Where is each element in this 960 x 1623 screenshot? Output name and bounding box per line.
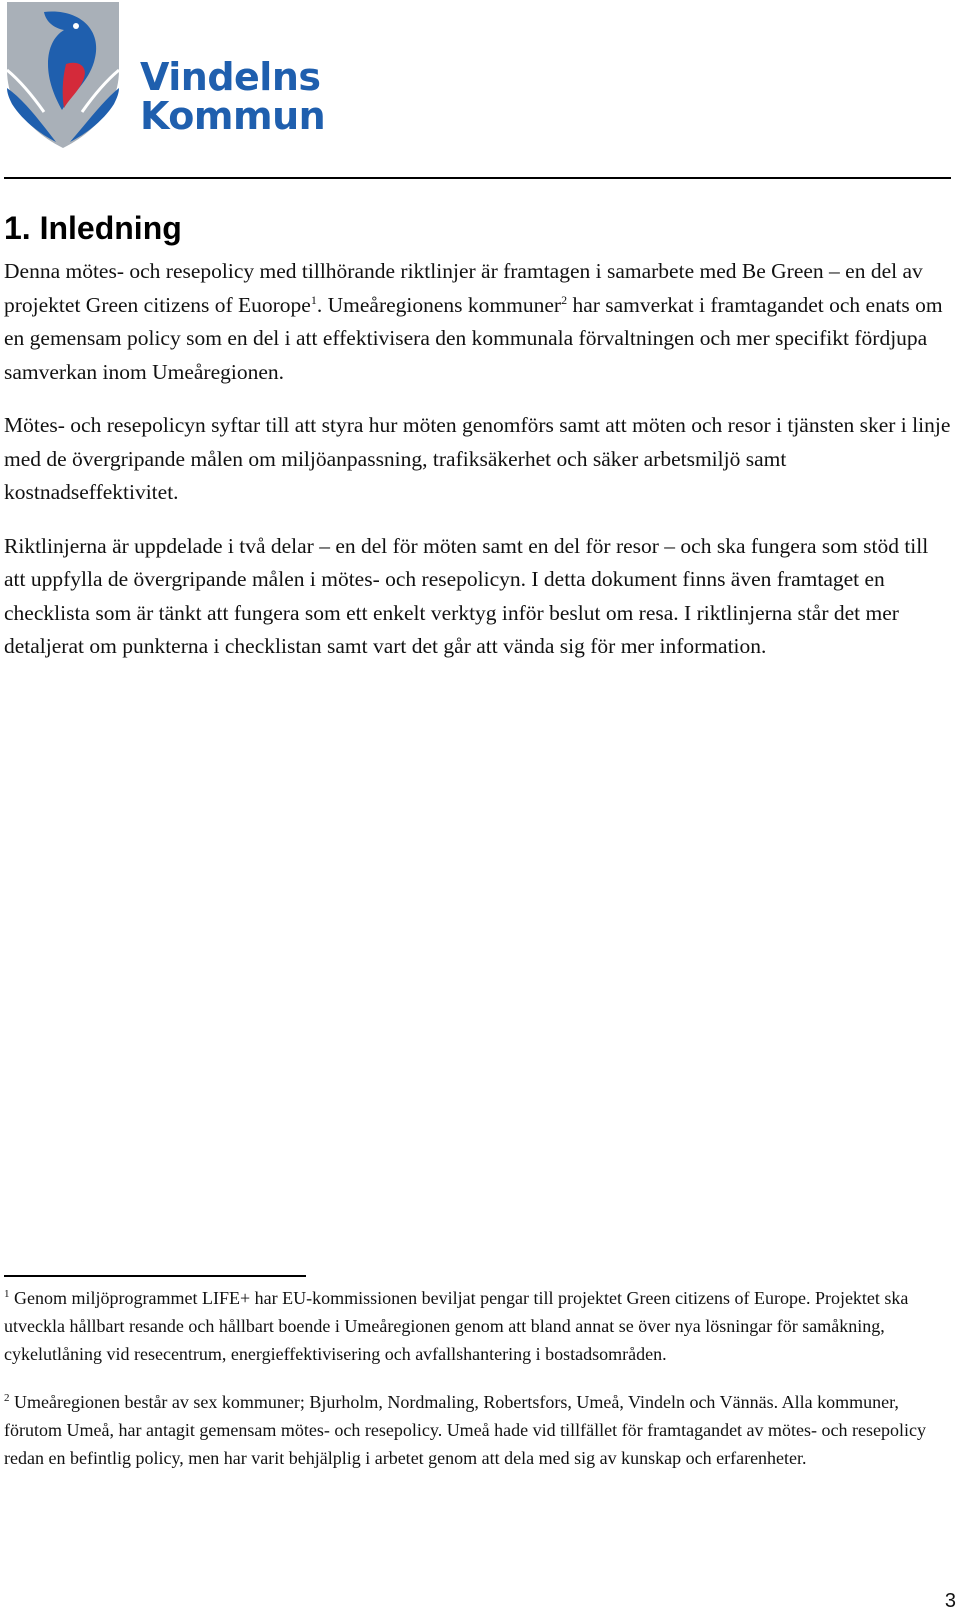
fish-shield-emblem-icon [4,0,124,150]
footnote-1 [4,1284,954,1368]
logo-wordmark [140,55,326,138]
paragraph-2: Mötes- och resepolicyn syftar till att styra hur möten genomförs samt att möten och resor i tjänsten sker i linje med de övergripande målen om miljöanpassning, trafiksäkerhet och säker arbetsmiljö samt kostnadseffektivitet. [4,413,951,504]
footnote-2 [4,1388,954,1472]
logo-line-2: Kommun [140,94,326,138]
section-heading: 1. Inledning [4,210,182,246]
page-number: 3 [944,1590,956,1612]
body-text [4,255,954,684]
paragraph-1 [4,255,954,389]
header-divider [4,177,951,179]
footnote-2-number: 2 [4,1392,10,1404]
paragraph-3: Riktlinjerna är uppdelade i två delar – en del för möten samt en del för resor – och ska fungera som stöd till att uppfylla de övergripande målen i mötes- och resepolicyn. I detta dokument finns även framtaget en checklista som är tänkt att fungera som ett enkelt verktyg inför beslut om resa. I riktlinjerna står det mer detaljerat om punkterna i checklistan samt vart det går att vända sig för mer information. [4,533,929,658]
paragraph-1-part-2: . Umeåregionens kommuner [316,292,562,317]
vindelns-kommun-logo [4,0,324,150]
footnote-2-text: Umeåregionen består av sex kommuner; Bjurholm, Nordmaling, Robertsfors, Umeå, Vindeln och Vännäs. Alla kommuner, förutom Umeå, har antagit gemensam mötes- och resepolicy. Umeå hade vid tillfället för framtagandet av mötes- och resepolicy redan en befintlig policy, men har varit behjälplig i arbetet genom att dela med sig av kunskap och erfarenheter. [4,1392,926,1468]
paragraph-1-part-1: Denna mötes- och resepolicy med tillhörande riktlinjer är framtagen i samarbete med Be Green – en del av projektet Green citizens of Euorope [4,259,923,317]
footnote-1-number: 1 [4,1288,10,1300]
footnote-ref-2: 2 [561,292,568,307]
footnote-1-text: Genom miljöprogrammet LIFE+ har EU-kommissionen beviljat pengar till projektet Green citizens of Europe. Projektet ska utveckla hållbart resande och hållbart boende i Umeåregionen genom att bland annat se över nya lösningar för samåkning, cykelutlåning vid resecentrum, energieffektivisering och avfallshantering i bostadsområden. [4,1288,909,1364]
footnote-ref-1: 1 [310,292,317,307]
logo-line-1: Vindelns [140,55,321,99]
footnote-divider [4,1275,306,1277]
footnotes [4,1284,954,1492]
paragraph-1-part-3: har samverkat i framtagandet och enats om en gemensam policy som en del i att effektivisera den kommunala förvaltningen och mer specifikt fördjupa samverkan inom Umeåregionen. [4,292,943,384]
